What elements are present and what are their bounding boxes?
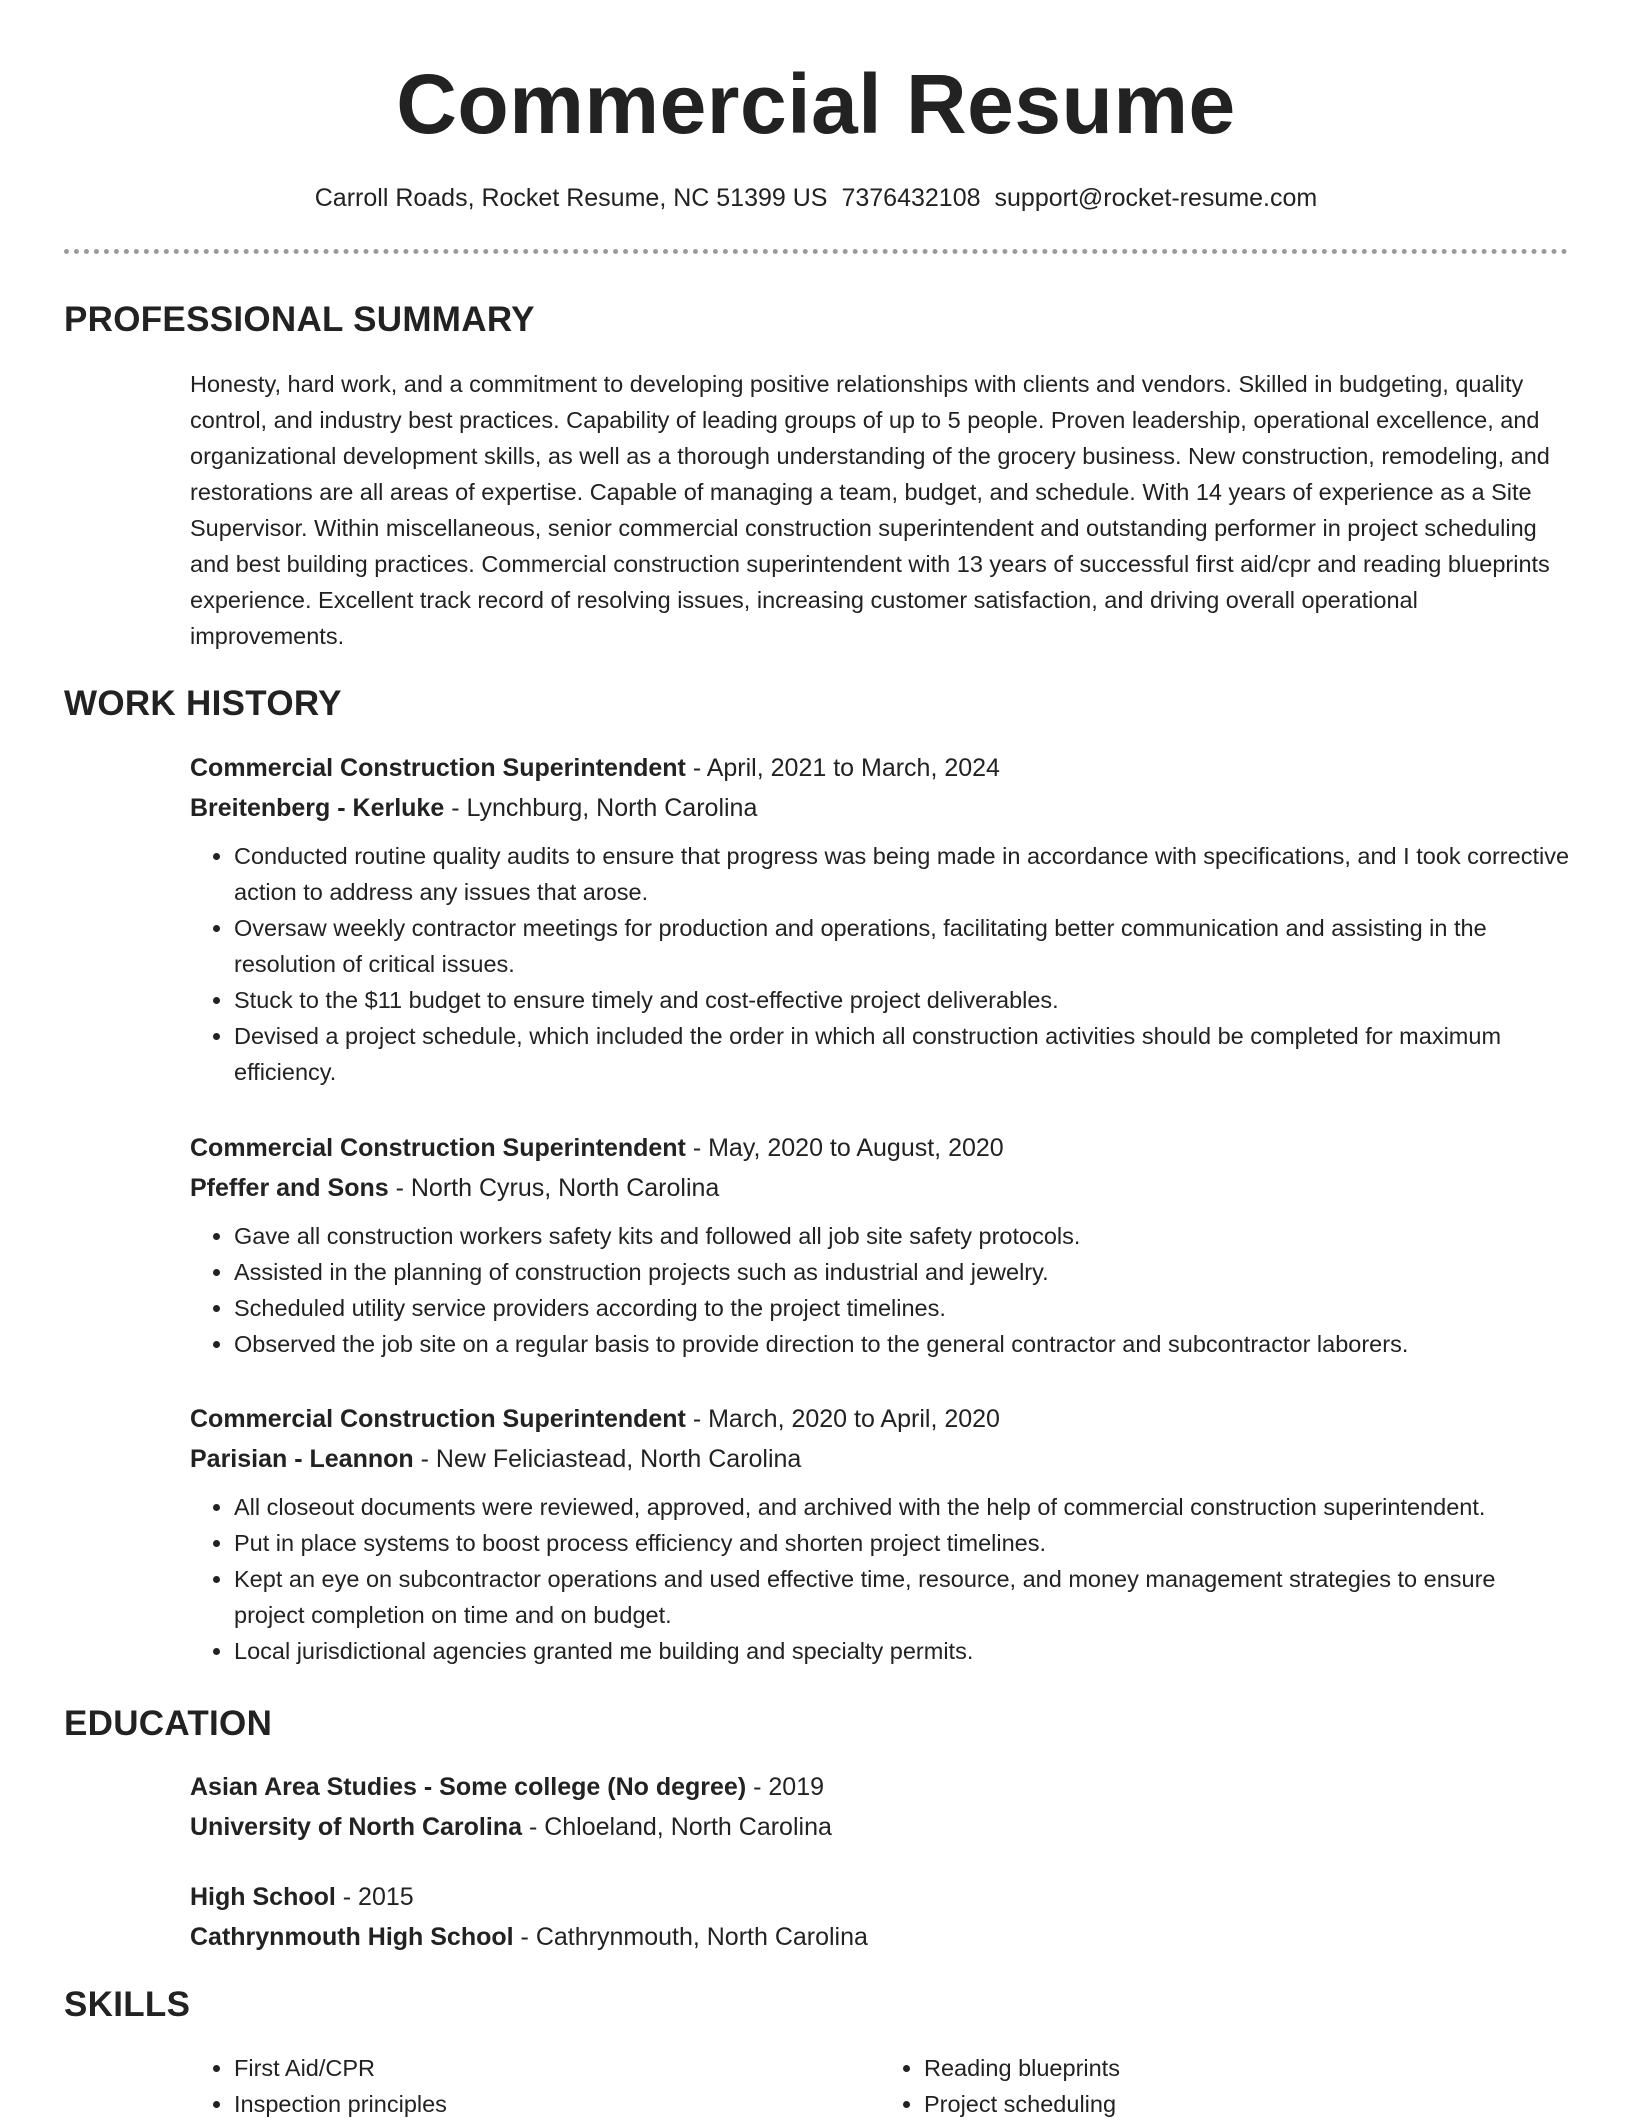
- job-bullet: • Kept an eye on subcontractor operations and used effective time, resource, and money management strategies to ensure project completion on time and on budget.: [234, 1561, 1570, 1633]
- summary-heading: PROFESSIONAL SUMMARY: [64, 300, 535, 339]
- education-year: - 2019: [746, 1773, 825, 1801]
- education-degree-line: [190, 1767, 1570, 1807]
- education-year: - 2015: [335, 1883, 414, 1911]
- education-school: University of North Carolina: [190, 1813, 522, 1841]
- job-entry: [190, 1399, 1570, 1669]
- job-bullet: • Oversaw weekly contractor meetings for production and operations, facilitating better communication and assisting in the resolution of critical issues.: [234, 910, 1570, 982]
- job-title-line: [190, 1128, 1570, 1168]
- job-company: Parisian - Leannon: [190, 1445, 414, 1473]
- job-entry: [190, 1128, 1570, 1362]
- resume-name: Commercial Resume: [396, 57, 1236, 151]
- skill-item: • Project scheduling: [924, 2086, 1570, 2122]
- job-dates: - May, 2020 to August, 2020: [685, 1134, 1004, 1162]
- skill-item: • Reading blueprints: [924, 2050, 1570, 2086]
- job-title: Commercial Construction Superintendent: [190, 1134, 686, 1162]
- education-school: Cathrynmouth High School: [190, 1923, 514, 1951]
- job-company: Breitenberg - Kerluke: [190, 794, 445, 822]
- skill-item: • Inspection principles: [234, 2086, 880, 2122]
- job-company-line: [190, 1439, 1570, 1479]
- job-bullet: • Conducted routine quality audits to ensure that progress was being made in accordance with specifications, and I took corrective action to address any issues that arose.: [234, 838, 1570, 910]
- education-degree: Asian Area Studies - Some college (No degree): [190, 1773, 747, 1801]
- job-company: Pfeffer and Sons: [190, 1174, 389, 1202]
- job-title: Commercial Construction Superintendent: [190, 1405, 686, 1433]
- job-title-line: [190, 748, 1570, 788]
- contact-email: support@rocket-resume.com: [994, 184, 1318, 212]
- job-dates: - March, 2020 to April, 2020: [685, 1405, 1000, 1433]
- job-company-line: [190, 788, 1570, 828]
- summary-block: [190, 366, 1570, 654]
- job-bullet: • Scheduled utility service providers according to the project timelines.: [234, 1290, 1570, 1326]
- job-bullets: [190, 1489, 1570, 1669]
- education-entry: [190, 1877, 1570, 1957]
- skills-column-left: [190, 2050, 880, 2122]
- education-location: - Cathrynmouth, North Carolina: [513, 1923, 868, 1951]
- job-bullet: • Gave all construction workers safety kits and followed all job site safety protocols.: [234, 1218, 1570, 1254]
- skills-heading: SKILLS: [64, 1985, 191, 2024]
- job-bullet: • Devised a project schedule, which included the order in which all construction activities should be completed for maximum efficiency.: [234, 1018, 1570, 1090]
- education-entry: [190, 1767, 1570, 1847]
- job-bullet: • Assisted in the planning of construction projects such as industrial and jewelry.: [234, 1254, 1570, 1290]
- job-location: - New Feliciastead, North Carolina: [413, 1445, 802, 1473]
- job-dates: - April, 2021 to March, 2024: [685, 754, 1000, 782]
- job-location: - North Cyrus, North Carolina: [388, 1174, 720, 1202]
- contact-line: [0, 180, 1632, 216]
- job-company-line: [190, 1168, 1570, 1208]
- job-bullet: • Local jurisdictional agencies granted me building and specialty permits.: [234, 1633, 1570, 1669]
- job-title: Commercial Construction Superintendent: [190, 754, 686, 782]
- job-location: - Lynchburg, North Carolina: [444, 794, 758, 822]
- contact-address: Carroll Roads, Rocket Resume, NC 51399 US: [314, 184, 828, 212]
- skills-column-right: [880, 2050, 1570, 2122]
- job-bullet: • All closeout documents were reviewed, approved, and archived with the help of commercial construction superintendent.: [234, 1489, 1570, 1525]
- job-bullets: [190, 1218, 1570, 1362]
- contact-phone: 7376432108: [841, 184, 981, 212]
- job-title-line: [190, 1399, 1570, 1439]
- education-school-line: [190, 1807, 1570, 1847]
- education-degree-line: [190, 1877, 1570, 1917]
- education-location: - Chloeland, North Carolina: [522, 1813, 832, 1841]
- skill-item: • First Aid/CPR: [234, 2050, 880, 2086]
- job-bullet: • Stuck to the $11 budget to ensure timely and cost-effective project deliverables.: [234, 982, 1570, 1018]
- education-school-line: [190, 1917, 1570, 1957]
- job-bullets: [190, 838, 1570, 1090]
- education-degree: High School: [190, 1883, 336, 1911]
- job-entry: [190, 748, 1570, 1090]
- job-bullet: • Put in place systems to boost process efficiency and shorten project timelines.: [234, 1525, 1570, 1561]
- summary-text: Honesty, hard work, and a commitment to developing positive relationships with clients and vendors. Skilled in budgeting, quality control, and industry best practices. Capability of leading groups of up to 5 people. Proven leadership, operational excellence, and organizational development skills, as well as a thorough understanding of the grocery business. New construction, remodeling, and restorations are all areas of expertise. Capable of managing a team, budget, and schedule. With 14 years of experience as a Site Supervisor. Within miscellaneous, senior commercial construction superintendent and outstanding performer in project scheduling and best building practices. Commercial construction superintendent with 13 years of successful first aid/cpr and reading blueprints experience. Excellent track record of resolving issues, increasing customer satisfaction, and driving overall operational improvements.: [190, 371, 1550, 649]
- header-divider: [64, 249, 1568, 254]
- work-heading: WORK HISTORY: [64, 684, 342, 723]
- job-bullet: • Observed the job site on a regular basis to provide direction to the general contractor and subcontractor laborers.: [234, 1326, 1570, 1362]
- education-heading: EDUCATION: [64, 1704, 273, 1743]
- skills-list: [190, 2050, 1570, 2122]
